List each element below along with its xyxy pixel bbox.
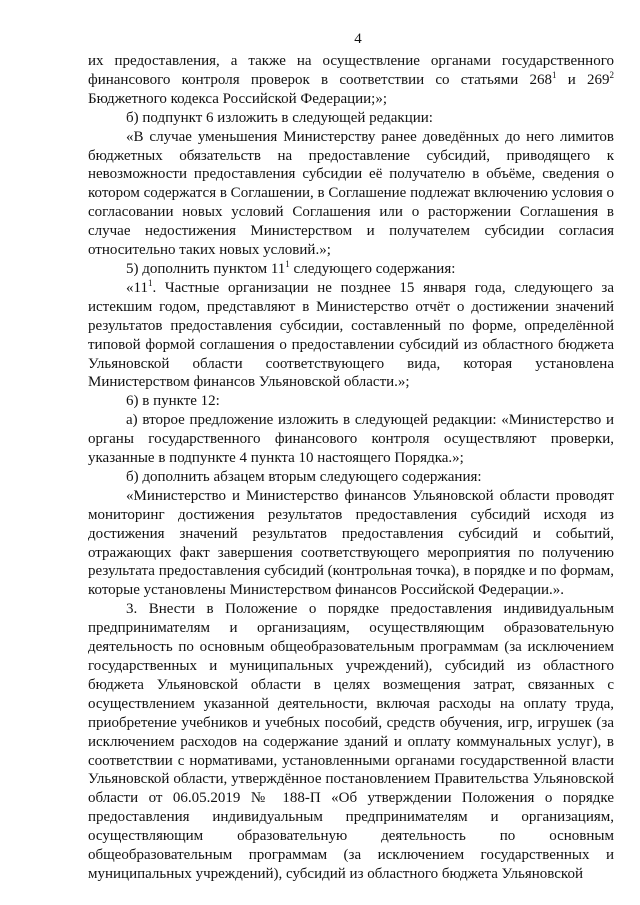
text-run: и 269 [556,71,610,88]
text-run: «Министерство и Министерство финансов Ульяновской области проводят мониторинг достижения результатов предоставления субсидий исходя из достижения значений результатов предоставления субсидий и событий, отражающих факт завершения соответствующего мероприятия по получению результата предоставления субсидий (контрольная точка), в порядке и по формам, которые установлены Министерством финансов Российской Федерации.». [88,487,614,599]
text-run: б) дополнить абзацем вторым следующего содержания: [126,468,482,485]
paragraph [88,128,614,260]
paragraph [88,260,614,279]
text-run: 5) дополнить пунктом 11 [126,260,286,277]
superscript: 1 [551,69,557,80]
paragraph [88,411,614,468]
paragraph [88,52,614,109]
paragraph [88,279,614,392]
superscript: 1 [285,258,290,269]
text-run: «В случае уменьшения Министерству ранее доведённых до него лимитов бюджетных обязательств на предоставление субсидий, приводящего к невозможности предоставления субсидии её получателю в объёме, сведения о котором содержатся в Соглашении, в Соглашение подлежат включению условия о согласовании новых условий Соглашения или о расторжении Соглашения в случае недостижения Министерством и получателем субсидии согласия относительно таких новых условий.»; [88,128,614,259]
paragraph [88,600,614,884]
text-run: 6) в пункте 12: [126,393,220,410]
text-run: их предоставления, а также на осуществление органами государственного финансового контроля проверок в соответствии со статьями 268 [88,53,614,88]
text-run: 3. Внести в Положение о порядке предоставления индивидуальным предпринимателям и организациям, осуществляющим образовательную деятельность по основным общеобразовательным программам (за исключением государственных и муниципальных учреждений), субсидий из областного бюджета Ульяновской области в целях возмещения затрат, связанных с осуществлением указанной деятельности, включая расходы на оплату труда, приобретение учебников и учебных пособий, средств обучения, игр, игрушек (за исключением расходов на содержание зданий и оплату коммунальных услуг), в соответствии с нормативами, установленными органами государственной власти Ульяновской области, утверждённое постановлением Правительства Ульяновской области от 06.05.2019 № 188-П «Об утверждении Положения о порядке предоставления индивидуальным предпринимателям и организациям, осуществляющим образовательную деятельность по основным общеобразовательным программам (за исключением государственных и муниципальных учреждений), субсидий из областного бюджета Ульяновской [88,601,614,882]
document-body [88,52,614,884]
text-run: б) подпункт 6 изложить в следующей редакции: [126,109,433,126]
paragraph [88,109,614,128]
superscript: 1 [147,277,153,288]
superscript: 2 [609,69,614,80]
text-run: следующего содержания: [289,260,456,277]
paragraph [88,468,614,487]
paragraph [88,487,614,600]
text-run: Бюджетного кодекса Российской Федерации;»; [88,90,388,107]
page-number: 4 [354,31,362,47]
text-run: а) второе предложение изложить в следующей редакции: «Министерство и органы государственного финансового контроля осуществляют проверки, указанные в подпункте 4 пункта 10 настоящего Порядка.»; [88,412,614,467]
text-run: . Частные организации не позднее 15 января года, следующего за истекшим годом, представляют в Министерство отчёт о достижении значений результатов предоставления субсидии, составленный по форме, определённой типовой формой соглашения о предоставлении субсидий из областного бюджета Ульяновской области соответствующего вида, которая установлена Министерством финансов Ульяновской области.»; [88,279,614,391]
text-run: «11 [126,279,148,296]
paragraph [88,392,614,411]
